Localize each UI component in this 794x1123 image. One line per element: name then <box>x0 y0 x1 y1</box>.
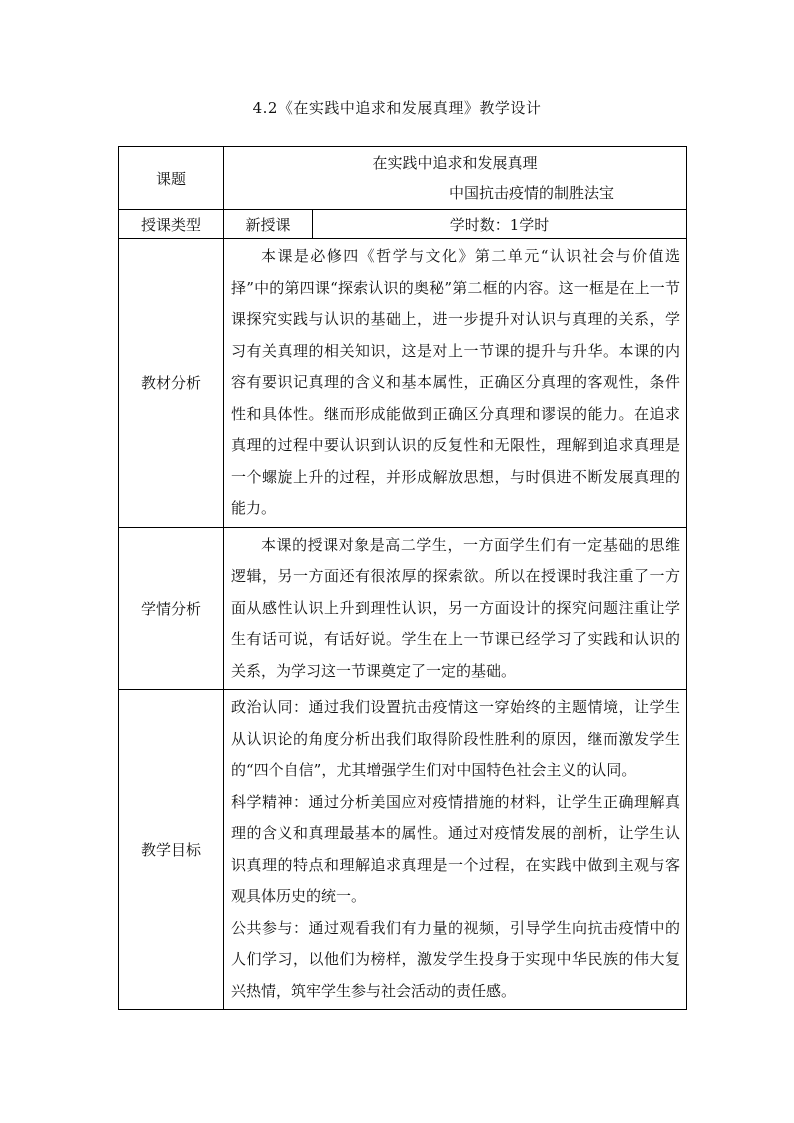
objectives-row <box>119 690 687 1010</box>
lesson-type-label: 授课类型 <box>119 210 224 239</box>
class-hours: 学时数：1学时 <box>313 210 687 239</box>
topic-main-title: 在实践中追求和发展真理 <box>372 154 538 172</box>
textbook-analysis-label: 教材分析 <box>119 239 224 528</box>
lesson-type-value: 新授课 <box>224 210 313 239</box>
objectives-label: 教学目标 <box>119 690 224 1010</box>
document-title: 4.2《在实践中追求和发展真理》教学设计 <box>252 99 542 117</box>
topic-row <box>119 147 687 210</box>
topic-subtitle: 中国抗击疫情的制胜法宝 <box>449 184 615 202</box>
objective-public-participation: 公共参与：通过观看我们有力量的视频，引导学生向抗击疫情中的人们学习，以他们为榜样，激发学生投身于实现中华民族的伟大复兴热情，筑牢学生参与社会活动的责任感。 <box>231 918 681 1000</box>
student-analysis-text: 本课的授课对象是高二学生，一方面学生们有一定基础的思维逻辑，另一方面还有很浓厚的探索欲。所以在授课时我注重了一方面从感性认识上升到理性认识，另一方面设计的探究问题注重让学生有话可说，有话好说。学生在上一节课已经学习了实践和认识的关系，为学习这一节课奠定了一定的基础。 <box>231 535 681 680</box>
topic-cell <box>224 147 687 210</box>
topic-label: 课题 <box>119 147 224 210</box>
student-analysis-cell <box>224 527 687 690</box>
lesson-plan-table <box>118 146 687 1010</box>
lesson-type-row <box>119 210 687 239</box>
student-analysis-label: 学情分析 <box>119 527 224 690</box>
objectives-cell <box>224 690 687 1010</box>
textbook-analysis-row <box>119 239 687 528</box>
textbook-analysis-text: 本课是必修四《哲学与文化》第二单元“认识社会与价值选择”中的第四课“探索认识的奥秘”第二框的内容。这一框是在上一节课探究实践与认识的基础上，进一步提升对认识与真理的关系，学习有关真理的相关知识，这是对上一节课的提升与升华。本课的内容有要识记真理的含义和基本属性，正确区分真理的客观性，条件性和具体性。继而形成能做到正确区分真理和谬误的能力。在追求真理的过程中要认识到认识的反复性和无限性，理解到追求真理是一个螺旋上升的过程，并形成解放思想，与时俱进不断发展真理的能力。 <box>231 247 681 517</box>
textbook-analysis-cell <box>224 239 687 528</box>
objective-political-identity: 政治认同：通过我们设置抗击疫情这一穿始终的主题情境，让学生从认识论的角度分析出我们取得阶段性胜利的原因，继而激发学生的“四个自信”，尤其增强学生们对中国特色社会主义的认同。 <box>231 698 681 779</box>
objective-scientific-spirit: 科学精神：通过分析美国应对疫情措施的材料，让学生正确理解真理的含义和真理最基本的属性。通过对疫情发展的剖析，让学生认识真理的特点和理解追求真理是一个过程，在实践中做到主观与客观具体历史的统一。 <box>231 792 681 905</box>
student-analysis-row <box>119 527 687 690</box>
